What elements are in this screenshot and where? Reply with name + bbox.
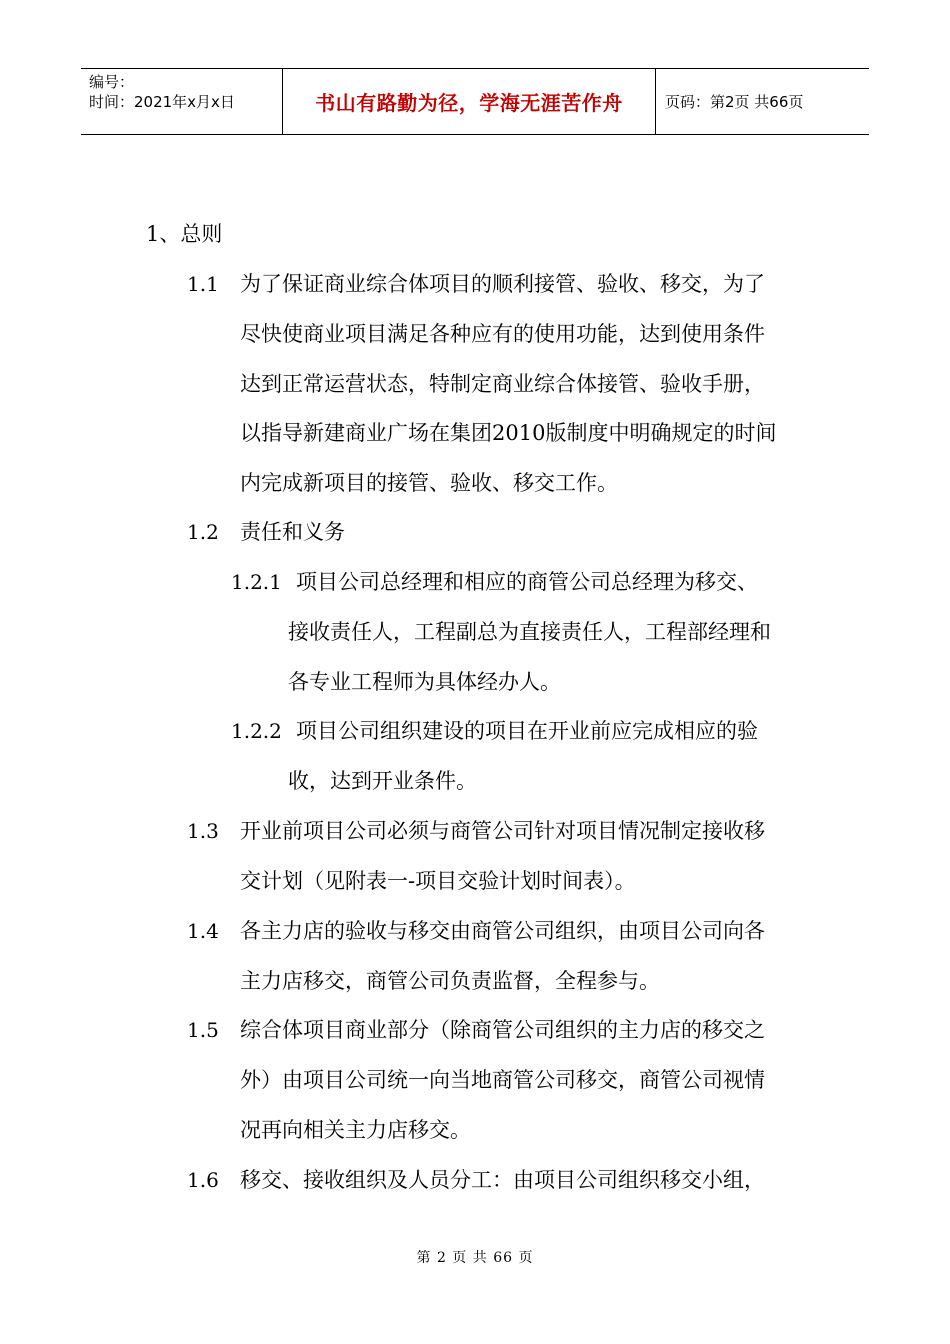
item-number: 1.1 bbox=[187, 272, 219, 296]
item-text-line: 主力店移交，商管公司负责监督，全程参与。 bbox=[240, 969, 660, 993]
item-text-line: 各专业工程师为具体经办人。 bbox=[288, 670, 561, 694]
item-text-line: 移交、接收组织及人员分工：由项目公司组织移交小组， bbox=[240, 1168, 765, 1192]
item-number: 1.6 bbox=[187, 1168, 219, 1192]
page-footer: 第 2 页 共 66 页 bbox=[416, 1250, 534, 1266]
item-text-line: 各主力店的验收与移交由商管公司组织，由项目公司向各 bbox=[240, 919, 765, 943]
item-text-line: 以指导新建商业广场在集团2010版制度中明确规定的时间 bbox=[240, 421, 777, 445]
item-text-line: 为了保证商业综合体项目的顺利接管、验收、移交，为了 bbox=[240, 272, 765, 296]
header-time: 时间：2021年x月x日 bbox=[89, 93, 235, 111]
item-text-line: 内完成新项目的接管、验收、移交工作。 bbox=[240, 471, 618, 495]
item-text-line: 接收责任人，工程副总为直接责任人，工程部经理和 bbox=[288, 620, 771, 644]
item-number: 1.2 bbox=[187, 520, 219, 544]
item-text-line: 外）由项目公司统一向当地商管公司移交，商管公司视情 bbox=[240, 1068, 765, 1092]
item-text-line: 交计划（见附表一-项目交验计划时间表）。 bbox=[240, 869, 636, 893]
section-title: 1、总则 bbox=[146, 222, 223, 246]
item-text-line: 综合体项目商业部分（除商管公司组织的主力店的移交之 bbox=[240, 1018, 765, 1042]
item-number: 1.4 bbox=[187, 919, 219, 943]
item-text-line: 开业前项目公司必须与商管公司针对项目情况制定接收移 bbox=[240, 819, 765, 843]
page-header bbox=[81, 68, 869, 135]
item-text-line: 尽快使商业项目满足各种应有的使用功能，达到使用条件 bbox=[240, 322, 765, 346]
item-number: 1.5 bbox=[187, 1018, 219, 1042]
item-text-line: 达到正常运营状态，特制定商业综合体接管、验收手册， bbox=[240, 372, 765, 396]
item-text-line: 项目公司总经理和相应的商管公司总经理为移交、 bbox=[296, 570, 758, 594]
header-motto: 书山有路勤为径，学海无涯苦作舟 bbox=[283, 69, 656, 134]
item-text-line: 收，达到开业条件。 bbox=[288, 769, 477, 793]
item-number: 1.2.2 bbox=[231, 719, 282, 743]
item-number: 1.2.1 bbox=[231, 570, 282, 594]
header-meta bbox=[81, 69, 283, 134]
item-text-line: 项目公司组织建设的项目在开业前应完成相应的验 bbox=[296, 719, 758, 743]
item-text-line: 况再向相关主力店移交。 bbox=[240, 1118, 471, 1142]
header-page-info: 页码：第2页 共66页 bbox=[665, 93, 804, 111]
item-text-line: 责任和义务 bbox=[240, 520, 345, 544]
header-number: 编号： bbox=[89, 73, 135, 91]
item-number: 1.3 bbox=[187, 819, 219, 843]
